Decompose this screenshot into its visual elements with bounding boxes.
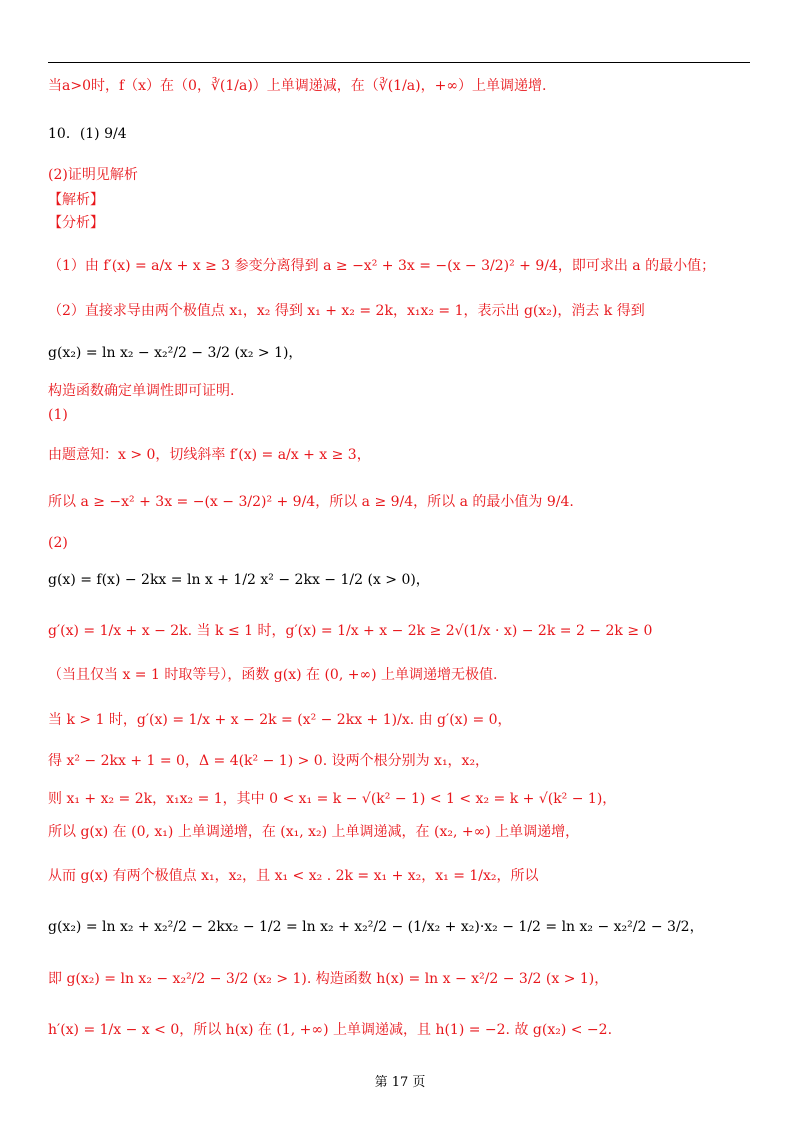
part-2-step-4: 当 k > 1 时，g′(x) = 1/x + x − 2k = (x² − 2kx + 1)/x. 由 g′(x) = 0，	[48, 712, 512, 728]
fenxi-heading: 【分析】	[48, 215, 104, 231]
part-1-label: (1)	[48, 407, 68, 423]
formula-g-x2: g(x₂) = ln x₂ − x₂²/2 − 3/2 (x₂ > 1)，	[48, 345, 303, 361]
part-2-step-7: 所以 g(x) 在 (0, x₁) 上单调递增，在 (x₁, x₂) 上单调递减，在 (x₂, +∞) 上单调递增，	[48, 824, 580, 840]
part-2-step-8: 从而 g(x) 有两个极值点 x₁，x₂，且 x₁ < x₂ . 2k = x₁ + x₂，x₁ = 1/x₂，所以	[48, 868, 539, 884]
answer-10: 10．(1) 9/4	[48, 126, 127, 142]
part-2-step-2: g′(x) = 1/x + x − 2k. 当 k ≤ 1 时，g′(x) = 1/x + x − 2k ≥ 2√(1/x · x) − 2k = 2 − 2k ≥ 0	[48, 623, 653, 639]
line-1-text: 当a>0时，f（x）在（0，∛(1/a)）上单调递减，在（∛(1/a)，+∞）上单调递增.	[48, 78, 547, 94]
header-rule	[48, 62, 750, 63]
answer-10-2: (2)证明见解析	[48, 167, 138, 183]
part-2-step-11: h′(x) = 1/x − x < 0，所以 h(x) 在 (1, +∞) 上单调递减，且 h(1) = −2. 故 g(x₂) < −2.	[48, 1022, 613, 1038]
part-2-step-6: 则 x₁ + x₂ = 2k，x₁x₂ = 1，其中 0 < x₁ = k − √(k² − 1) < 1 < x₂ = k + √(k² − 1)，	[48, 791, 617, 807]
analysis-1: （1）由 f′(x) = a/x + x ≥ 3 参变分离得到 a ≥ −x² + 3x = −(x − 3/2)² + 9/4，即可求出 a 的最小值；	[48, 258, 716, 274]
analysis-2: （2）直接求导由两个极值点 x₁，x₂ 得到 x₁ + x₂ = 2k，x₁x₂ = 1，表示出 g(x₂)，消去 k 得到	[48, 303, 645, 319]
part-2-step-9: g(x₂) = ln x₂ + x₂²/2 − 2kx₂ − 1/2 = ln x₂ + x₂²/2 − (1/x₂ + x₂)·x₂ − 1/2 = ln x₂ − x₂²/2 − 3/2，	[48, 919, 704, 935]
page-number: 第 17 页	[374, 1075, 426, 1090]
text-line-3	[48, 165, 138, 185]
part-2-step-5: 得 x² − 2kx + 1 = 0，Δ = 4(k² − 1) > 0. 设两个根分别为 x₁，x₂，	[48, 753, 490, 769]
text-line-2	[48, 124, 127, 144]
text-line-1	[48, 76, 546, 96]
analysis-3: 构造函数确定单调性即可证明.	[48, 383, 235, 399]
part-1-step-1: 由题意知：x > 0，切线斜率 f′(x) = a/x + x ≥ 3，	[48, 447, 371, 463]
part-2-label: (2)	[48, 535, 68, 551]
part-2-step-1: g(x) = f(x) − 2kx = ln x + 1/2 x² − 2kx − 1/2 (x > 0)，	[48, 572, 430, 588]
part-1-step-2: 所以 a ≥ −x² + 3x = −(x − 3/2)² + 9/4，所以 a ≥ 9/4，所以 a 的最小值为 9/4.	[48, 494, 574, 510]
part-2-step-10: 即 g(x₂) = ln x₂ − x₂²/2 − 3/2 (x₂ > 1). 构造函数 h(x) = ln x − x²/2 − 3/2 (x > 1)，	[48, 971, 609, 987]
part-2-step-3: （当且仅当 x = 1 时取等号），函数 g(x) 在 (0, +∞) 上单调递增无极值.	[48, 667, 498, 683]
jiexi-heading: 【解析】	[48, 192, 104, 208]
